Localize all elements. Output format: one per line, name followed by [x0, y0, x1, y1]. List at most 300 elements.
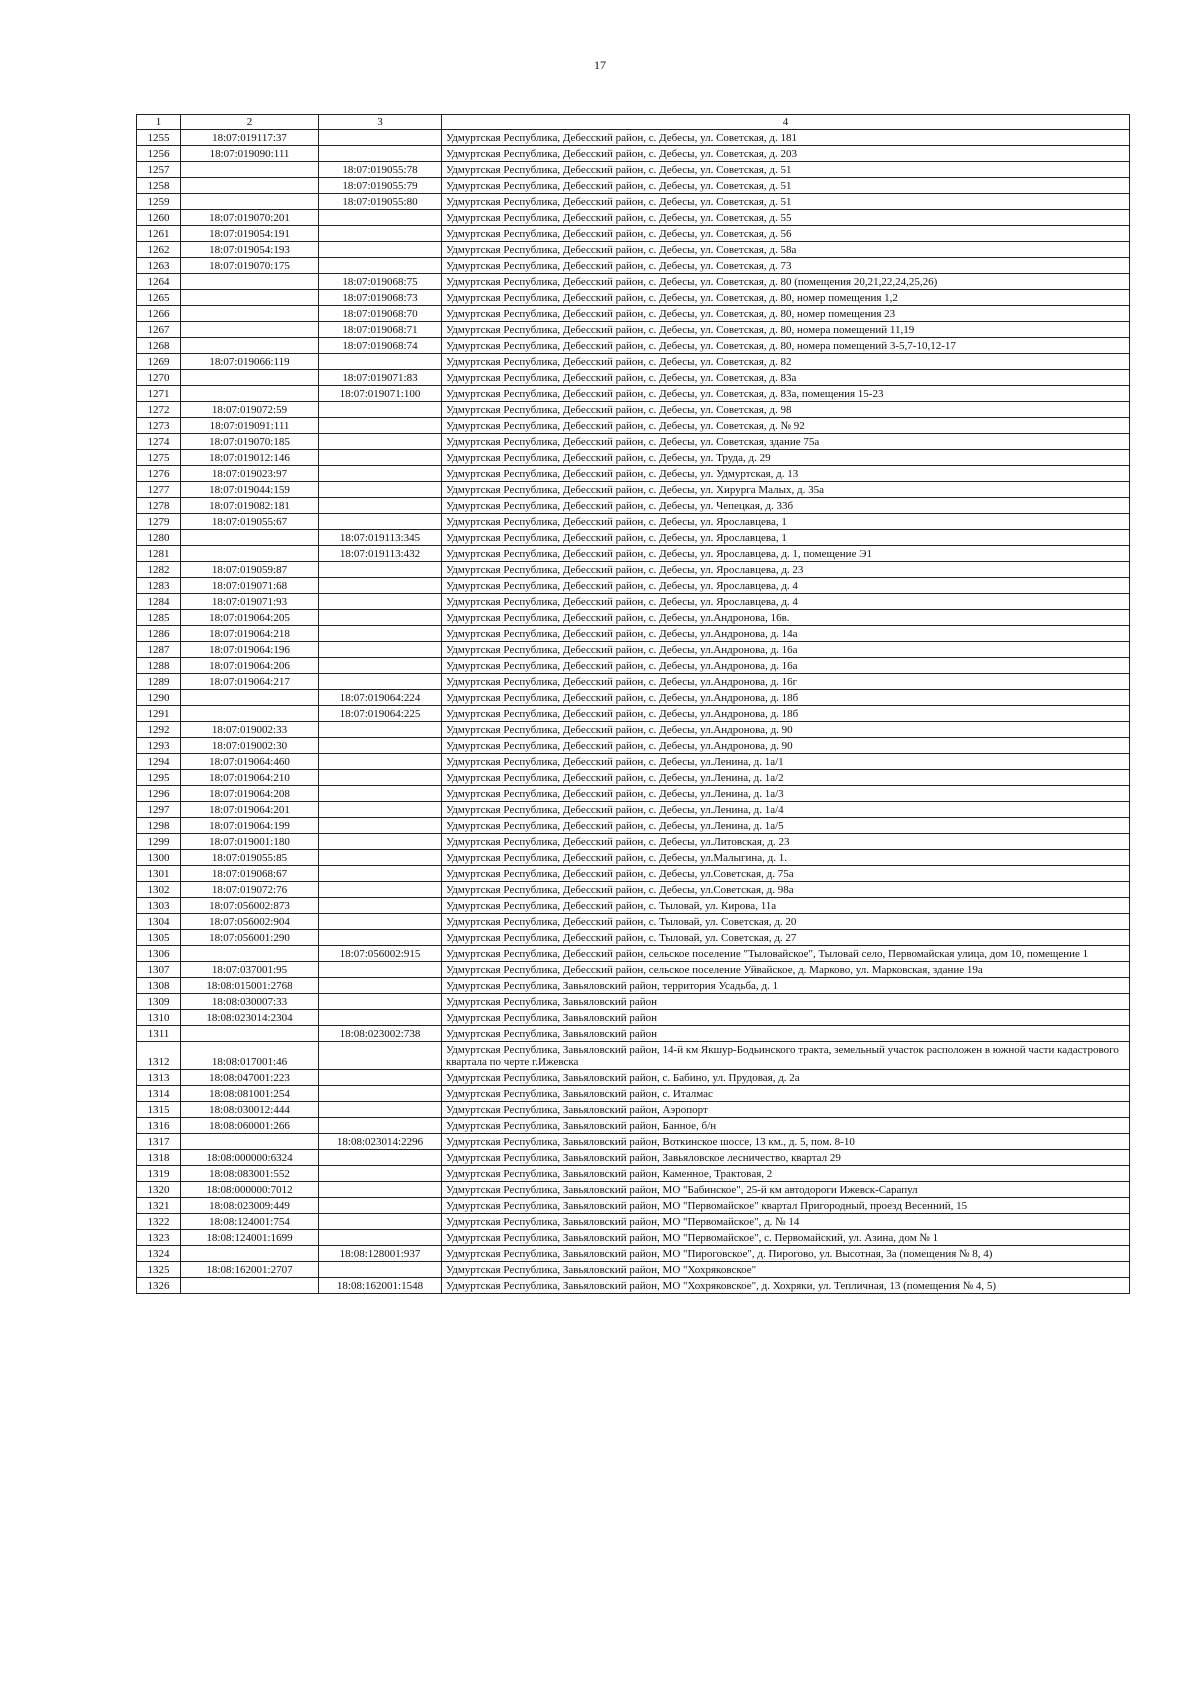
- address-cell: Удмуртская Республика, Дебесский район, с. Дебесы, ул. Советская, д. 55: [442, 210, 1130, 226]
- row-number-cell: 1316: [137, 1118, 181, 1134]
- table-row: [137, 1102, 1130, 1118]
- header-col-3: 3: [319, 115, 442, 130]
- cadastral-number-premises-cell: [319, 610, 442, 626]
- cadastral-number-land-cell: 18:08:000000:6324: [181, 1150, 319, 1166]
- cadastral-number-land-cell: 18:08:083001:552: [181, 1166, 319, 1182]
- cadastral-number-premises-cell: [319, 1198, 442, 1214]
- cadastral-number-premises-cell: 18:07:019055:78: [319, 162, 442, 178]
- table-row: [137, 146, 1130, 162]
- table-row: [137, 290, 1130, 306]
- table-row: [137, 1182, 1130, 1198]
- cadastral-number-premises-cell: 18:07:019064:224: [319, 690, 442, 706]
- cadastral-number-premises-cell: [319, 1182, 442, 1198]
- cadastral-number-premises-cell: [319, 1042, 442, 1070]
- row-number-cell: 1293: [137, 738, 181, 754]
- row-number-cell: 1258: [137, 178, 181, 194]
- row-number-cell: 1320: [137, 1182, 181, 1198]
- table-row: [137, 546, 1130, 562]
- cadastral-number-premises-cell: [319, 418, 442, 434]
- address-cell: Удмуртская Республика, Завьяловский район, с. Италмас: [442, 1086, 1130, 1102]
- cadastral-number-premises-cell: 18:07:019064:225: [319, 706, 442, 722]
- cadastral-number-land-cell: 18:07:019064:210: [181, 770, 319, 786]
- table-row: [137, 226, 1130, 242]
- table-row: [137, 834, 1130, 850]
- cadastral-number-land-cell: 18:08:081001:254: [181, 1086, 319, 1102]
- address-cell: Удмуртская Республика, Завьяловский район, МО "Первомайское", д. № 14: [442, 1214, 1130, 1230]
- cadastral-number-premises-cell: [319, 834, 442, 850]
- table-row: [137, 962, 1130, 978]
- row-number-cell: 1301: [137, 866, 181, 882]
- table-row: [137, 706, 1130, 722]
- address-cell: Удмуртская Республика, Дебесский район, с. Дебесы, ул. Удмуртская, д. 13: [442, 466, 1130, 482]
- row-number-cell: 1255: [137, 130, 181, 146]
- cadastral-number-land-cell: [181, 1134, 319, 1150]
- address-cell: Удмуртская Республика, Дебесский район, с. Дебесы, ул. Ярославцева, 1: [442, 530, 1130, 546]
- table-row: [137, 322, 1130, 338]
- table-row: [137, 1086, 1130, 1102]
- address-cell: Удмуртская Республика, Дебесский район, с. Дебесы, ул.Советская, д. 75а: [442, 866, 1130, 882]
- cadastral-number-land-cell: 18:08:023014:2304: [181, 1010, 319, 1026]
- table-row: [137, 1214, 1130, 1230]
- cadastral-number-land-cell: [181, 1246, 319, 1262]
- table-row: [137, 690, 1130, 706]
- cadastral-number-premises-cell: [319, 1086, 442, 1102]
- table-row: [137, 722, 1130, 738]
- cadastral-number-premises-cell: [319, 658, 442, 674]
- address-cell: Удмуртская Республика, Дебесский район, с. Дебесы, ул. Советская, д. 51: [442, 194, 1130, 210]
- table-row: [137, 498, 1130, 514]
- row-number-cell: 1313: [137, 1070, 181, 1086]
- cadastral-number-premises-cell: 18:07:019071:100: [319, 386, 442, 402]
- cadastral-number-land-cell: 18:07:056001:290: [181, 930, 319, 946]
- row-number-cell: 1260: [137, 210, 181, 226]
- address-cell: Удмуртская Республика, Дебесский район, с. Дебесы, ул.Андронова, д. 18б: [442, 690, 1130, 706]
- address-cell: Удмуртская Республика, Дебесский район, сельское поселение Уйвайское, д. Марково, ул. Марковская, здание 19а: [442, 962, 1130, 978]
- table-row: [137, 1198, 1130, 1214]
- cadastral-number-premises-cell: [319, 578, 442, 594]
- address-cell: Удмуртская Республика, Дебесский район, сельское поселение "Тыловайское", Тыловай село, Первомайская улица, дом 10, помещение 1: [442, 946, 1130, 962]
- address-cell: Удмуртская Республика, Дебесский район, с. Дебесы, ул.Андронова, д. 18б: [442, 706, 1130, 722]
- cadastral-number-premises-cell: [319, 978, 442, 994]
- address-cell: Удмуртская Республика, Дебесский район, с. Дебесы, ул. Ярославцева, д. 1, помещение Э1: [442, 546, 1130, 562]
- cadastral-number-premises-cell: 18:07:056002:915: [319, 946, 442, 962]
- cadastral-number-land-cell: 18:07:019071:68: [181, 578, 319, 594]
- table-row: [137, 162, 1130, 178]
- row-number-cell: 1287: [137, 642, 181, 658]
- row-number-cell: 1298: [137, 818, 181, 834]
- address-cell: Удмуртская Республика, Завьяловский район, территория Усадьба, д. 1: [442, 978, 1130, 994]
- cadastral-number-land-cell: 18:08:030012:444: [181, 1102, 319, 1118]
- cadastral-number-premises-cell: [319, 434, 442, 450]
- address-cell: Удмуртская Республика, Дебесский район, с. Дебесы, ул. Советская, д. 203: [442, 146, 1130, 162]
- cadastral-number-land-cell: 18:07:019059:87: [181, 562, 319, 578]
- address-cell: Удмуртская Республика, Дебесский район, с. Дебесы, ул. Советская, здание 75а: [442, 434, 1130, 450]
- cadastral-number-premises-cell: [319, 962, 442, 978]
- row-number-cell: 1294: [137, 754, 181, 770]
- cadastral-number-land-cell: 18:07:056002:873: [181, 898, 319, 914]
- address-cell: Удмуртская Республика, Дебесский район, с. Дебесы, ул.Андронова, 16в.: [442, 610, 1130, 626]
- page-number: 17: [594, 58, 606, 72]
- cadastral-number-land-cell: 18:07:019064:206: [181, 658, 319, 674]
- row-number-cell: 1277: [137, 482, 181, 498]
- address-cell: Удмуртская Республика, Дебесский район, с. Дебесы, ул. Ярославцева, д. 4: [442, 594, 1130, 610]
- cadastral-number-premises-cell: 18:07:019055:79: [319, 178, 442, 194]
- cadastral-number-premises-cell: [319, 786, 442, 802]
- cadastral-number-land-cell: 18:07:019055:67: [181, 514, 319, 530]
- table-row: [137, 850, 1130, 866]
- address-cell: Удмуртская Республика, Завьяловский район, с. Бабино, ул. Прудовая, д. 2а: [442, 1070, 1130, 1086]
- address-cell: Удмуртская Республика, Дебесский район, с. Дебесы, ул.Андронова, д. 16г: [442, 674, 1130, 690]
- cadastral-number-land-cell: 18:07:019070:175: [181, 258, 319, 274]
- row-number-cell: 1259: [137, 194, 181, 210]
- row-number-cell: 1283: [137, 578, 181, 594]
- row-number-cell: 1312: [137, 1042, 181, 1070]
- table-row: [137, 1010, 1130, 1026]
- address-cell: Удмуртская Республика, Завьяловский район: [442, 994, 1130, 1010]
- table-row: [137, 930, 1130, 946]
- address-cell: Удмуртская Республика, Дебесский район, с. Дебесы, ул. Советская, д. 80, номер помещения 23: [442, 306, 1130, 322]
- row-number-cell: 1304: [137, 914, 181, 930]
- row-number-cell: 1279: [137, 514, 181, 530]
- address-cell: Удмуртская Республика, Дебесский район, с. Дебесы, ул. Советская, д. № 92: [442, 418, 1130, 434]
- table-row: [137, 1070, 1130, 1086]
- address-cell: Удмуртская Республика, Дебесский район, с. Дебесы, ул.Малыгина, д. 1.: [442, 850, 1130, 866]
- table-row: [137, 306, 1130, 322]
- cadastral-number-land-cell: 18:07:019064:205: [181, 610, 319, 626]
- header-col-1: 1: [137, 115, 181, 130]
- cadastral-number-premises-cell: [319, 562, 442, 578]
- cadastral-number-land-cell: [181, 386, 319, 402]
- cadastral-number-land-cell: 18:08:060001:266: [181, 1118, 319, 1134]
- cadastral-number-premises-cell: [319, 754, 442, 770]
- address-cell: Удмуртская Республика, Дебесский район, с. Дебесы, ул. Советская, д. 80, номер помещения 1,2: [442, 290, 1130, 306]
- cadastral-number-premises-cell: [319, 930, 442, 946]
- address-cell: Удмуртская Республика, Завьяловский район, Аэропорт: [442, 1102, 1130, 1118]
- cadastral-number-premises-cell: [319, 514, 442, 530]
- address-cell: Удмуртская Республика, Дебесский район, с. Дебесы, ул. Советская, д. 51: [442, 178, 1130, 194]
- cadastral-number-premises-cell: [319, 1166, 442, 1182]
- table-row: [137, 786, 1130, 802]
- row-number-cell: 1272: [137, 402, 181, 418]
- table-header-row: [137, 115, 1130, 130]
- row-number-cell: 1292: [137, 722, 181, 738]
- table-row: [137, 450, 1130, 466]
- cadastral-number-land-cell: [181, 274, 319, 290]
- address-cell: Удмуртская Республика, Завьяловский район: [442, 1010, 1130, 1026]
- cadastral-number-premises-cell: [319, 258, 442, 274]
- table-row: [137, 1150, 1130, 1166]
- row-number-cell: 1281: [137, 546, 181, 562]
- cadastral-number-land-cell: 18:07:019082:181: [181, 498, 319, 514]
- cadastral-number-land-cell: [181, 338, 319, 354]
- row-number-cell: 1256: [137, 146, 181, 162]
- cadastral-number-land-cell: 18:07:019064:208: [181, 786, 319, 802]
- address-cell: Удмуртская Республика, Дебесский район, с. Дебесы, ул. Хирурга Малых, д. 35а: [442, 482, 1130, 498]
- cadastral-number-land-cell: [181, 178, 319, 194]
- cadastral-number-land-cell: 18:07:019091:111: [181, 418, 319, 434]
- row-number-cell: 1273: [137, 418, 181, 434]
- cadastral-number-land-cell: [181, 322, 319, 338]
- address-cell: Удмуртская Республика, Дебесский район, с. Дебесы, ул. Советская, д. 98: [442, 402, 1130, 418]
- table-row: [137, 754, 1130, 770]
- address-cell: Удмуртская Республика, Дебесский район, с. Дебесы, ул. Советская, д. 80, номера помещений 3-5,7-10,12-17: [442, 338, 1130, 354]
- address-cell: Удмуртская Республика, Дебесский район, с. Дебесы, ул.Советская, д. 98а: [442, 882, 1130, 898]
- cadastral-number-land-cell: 18:08:030007:33: [181, 994, 319, 1010]
- address-cell: Удмуртская Республика, Завьяловский район, МО "Первомайское" квартал Пригородный, проезд Весенний, 15: [442, 1198, 1130, 1214]
- address-cell: Удмуртская Республика, Завьяловский район, Завьяловское лесничество, квартал 29: [442, 1150, 1130, 1166]
- cadastral-number-premises-cell: [319, 866, 442, 882]
- cadastral-number-land-cell: 18:07:019002:30: [181, 738, 319, 754]
- table-row: [137, 946, 1130, 962]
- cadastral-number-land-cell: 18:07:019064:201: [181, 802, 319, 818]
- cadastral-number-land-cell: 18:07:019012:146: [181, 450, 319, 466]
- row-number-cell: 1271: [137, 386, 181, 402]
- table-row: [137, 642, 1130, 658]
- row-number-cell: 1309: [137, 994, 181, 1010]
- table-row: [137, 1246, 1130, 1262]
- cadastral-number-premises-cell: [319, 1150, 442, 1166]
- address-cell: Удмуртская Республика, Дебесский район, с. Дебесы, ул. Советская, д. 58а: [442, 242, 1130, 258]
- cadastral-number-land-cell: 18:07:019044:159: [181, 482, 319, 498]
- row-number-cell: 1261: [137, 226, 181, 242]
- row-number-cell: 1265: [137, 290, 181, 306]
- cadastral-number-premises-cell: [319, 1262, 442, 1278]
- row-number-cell: 1299: [137, 834, 181, 850]
- row-number-cell: 1314: [137, 1086, 181, 1102]
- address-cell: Удмуртская Республика, Дебесский район, с. Дебесы, ул.Ленина, д. 1а/3: [442, 786, 1130, 802]
- cadastral-number-land-cell: 18:07:019071:93: [181, 594, 319, 610]
- table-row: [137, 898, 1130, 914]
- table-row: [137, 818, 1130, 834]
- row-number-cell: 1321: [137, 1198, 181, 1214]
- cadastral-number-land-cell: 18:07:019090:111: [181, 146, 319, 162]
- cadastral-number-land-cell: 18:08:000000:7012: [181, 1182, 319, 1198]
- address-cell: Удмуртская Республика, Дебесский район, с. Дебесы, ул. Советская, д. 181: [442, 130, 1130, 146]
- table-row: [137, 178, 1130, 194]
- cadastral-number-premises-cell: [319, 482, 442, 498]
- table-row: [137, 1118, 1130, 1134]
- cadastral-number-land-cell: [181, 706, 319, 722]
- address-cell: Удмуртская Республика, Дебесский район, с. Дебесы, ул. Советская, д. 83а, помещения 15-23: [442, 386, 1130, 402]
- header-col-2: 2: [181, 115, 319, 130]
- table-row: [137, 402, 1130, 418]
- row-number-cell: 1317: [137, 1134, 181, 1150]
- address-cell: Удмуртская Республика, Дебесский район, с. Дебесы, ул. Советская, д. 56: [442, 226, 1130, 242]
- cadastral-number-premises-cell: [319, 1230, 442, 1246]
- table-row: [137, 482, 1130, 498]
- row-number-cell: 1302: [137, 882, 181, 898]
- cadastral-number-land-cell: 18:07:019066:119: [181, 354, 319, 370]
- cadastral-number-land-cell: 18:08:124001:1699: [181, 1230, 319, 1246]
- row-number-cell: 1282: [137, 562, 181, 578]
- cadastral-register-table: [136, 114, 1130, 1294]
- row-number-cell: 1275: [137, 450, 181, 466]
- row-number-cell: 1266: [137, 306, 181, 322]
- header-col-4: 4: [442, 115, 1130, 130]
- table-row: [137, 914, 1130, 930]
- address-cell: Удмуртская Республика, Дебесский район, с. Дебесы, ул. Ярославцева, д. 4: [442, 578, 1130, 594]
- row-number-cell: 1280: [137, 530, 181, 546]
- cadastral-number-premises-cell: 18:07:019113:345: [319, 530, 442, 546]
- cadastral-number-land-cell: [181, 1278, 319, 1294]
- cadastral-number-premises-cell: 18:08:128001:937: [319, 1246, 442, 1262]
- table-row: [137, 1134, 1130, 1150]
- cadastral-number-premises-cell: [319, 498, 442, 514]
- cadastral-number-premises-cell: [319, 722, 442, 738]
- row-number-cell: 1296: [137, 786, 181, 802]
- table-row: [137, 514, 1130, 530]
- address-cell: Удмуртская Республика, Дебесский район, с. Дебесы, ул.Ленина, д. 1а/2: [442, 770, 1130, 786]
- cadastral-number-premises-cell: [319, 146, 442, 162]
- table-row: [137, 770, 1130, 786]
- address-cell: Удмуртская Республика, Завьяловский район, 14-й км Якшур-Бодьинского тракта, земельный участок расположен в южной части кадастрового квартала по черте г.Ижевска: [442, 1042, 1130, 1070]
- cadastral-number-premises-cell: 18:07:019068:73: [319, 290, 442, 306]
- cadastral-number-land-cell: 18:08:015001:2768: [181, 978, 319, 994]
- cadastral-number-premises-cell: [319, 642, 442, 658]
- table-row: [137, 258, 1130, 274]
- row-number-cell: 1291: [137, 706, 181, 722]
- cadastral-number-land-cell: [181, 194, 319, 210]
- row-number-cell: 1319: [137, 1166, 181, 1182]
- address-cell: Удмуртская Республика, Завьяловский район, МО "Бабинское", 25-й км автодороги Ижевск-Сарапул: [442, 1182, 1130, 1198]
- cadastral-number-land-cell: 18:07:019055:85: [181, 850, 319, 866]
- cadastral-number-premises-cell: [319, 354, 442, 370]
- row-number-cell: 1278: [137, 498, 181, 514]
- table-row: [137, 434, 1130, 450]
- cadastral-number-land-cell: 18:07:019070:201: [181, 210, 319, 226]
- table-row: [137, 674, 1130, 690]
- row-number-cell: 1257: [137, 162, 181, 178]
- row-number-cell: 1300: [137, 850, 181, 866]
- address-cell: Удмуртская Республика, Дебесский район, с. Дебесы, ул.Андронова, д. 90: [442, 738, 1130, 754]
- row-number-cell: 1285: [137, 610, 181, 626]
- table-row: [137, 466, 1130, 482]
- cadastral-number-premises-cell: 18:07:019068:71: [319, 322, 442, 338]
- address-cell: Удмуртская Республика, Дебесский район, с. Дебесы, ул.Андронова, д. 16а: [442, 642, 1130, 658]
- cadastral-number-premises-cell: [319, 626, 442, 642]
- table-row: [137, 626, 1130, 642]
- cadastral-number-land-cell: 18:07:019064:196: [181, 642, 319, 658]
- table-row: [137, 578, 1130, 594]
- row-number-cell: 1297: [137, 802, 181, 818]
- address-cell: Удмуртская Республика, Дебесский район, с. Дебесы, ул. Советская, д. 80, номера помещений 11,19: [442, 322, 1130, 338]
- cadastral-number-land-cell: 18:07:019072:76: [181, 882, 319, 898]
- address-cell: Удмуртская Республика, Завьяловский район, МО "Первомайское", с. Первомайский, ул. Азина, дом № 1: [442, 1230, 1130, 1246]
- address-cell: Удмуртская Республика, Дебесский район, с. Тыловай, ул. Кирова, 11а: [442, 898, 1130, 914]
- cadastral-number-land-cell: 18:07:019064:199: [181, 818, 319, 834]
- table-row: [137, 130, 1130, 146]
- cadastral-number-premises-cell: [319, 1102, 442, 1118]
- row-number-cell: 1303: [137, 898, 181, 914]
- cadastral-number-land-cell: [181, 290, 319, 306]
- table-row: [137, 658, 1130, 674]
- row-number-cell: 1326: [137, 1278, 181, 1294]
- row-number-cell: 1286: [137, 626, 181, 642]
- row-number-cell: 1307: [137, 962, 181, 978]
- row-number-cell: 1322: [137, 1214, 181, 1230]
- row-number-cell: 1268: [137, 338, 181, 354]
- cadastral-number-land-cell: [181, 306, 319, 322]
- address-cell: Удмуртская Республика, Завьяловский район, Банное, б/н: [442, 1118, 1130, 1134]
- cadastral-number-land-cell: 18:07:019064:218: [181, 626, 319, 642]
- cadastral-number-premises-cell: [319, 882, 442, 898]
- cadastral-number-land-cell: [181, 946, 319, 962]
- table-row: [137, 274, 1130, 290]
- table-row: [137, 882, 1130, 898]
- address-cell: Удмуртская Республика, Дебесский район, с. Дебесы, ул. Советская, д. 51: [442, 162, 1130, 178]
- table-row: [137, 994, 1130, 1010]
- table-row: [137, 386, 1130, 402]
- address-cell: Удмуртская Республика, Дебесский район, с. Дебесы, ул.Ленина, д. 1а/1: [442, 754, 1130, 770]
- cadastral-number-premises-cell: [319, 242, 442, 258]
- address-cell: Удмуртская Республика, Дебесский район, с. Дебесы, ул. Труда, д. 29: [442, 450, 1130, 466]
- cadastral-number-land-cell: 18:07:019064:460: [181, 754, 319, 770]
- table-row: [137, 1042, 1130, 1070]
- row-number-cell: 1306: [137, 946, 181, 962]
- row-number-cell: 1324: [137, 1246, 181, 1262]
- row-number-cell: 1276: [137, 466, 181, 482]
- cadastral-number-premises-cell: 18:07:019071:83: [319, 370, 442, 386]
- row-number-cell: 1325: [137, 1262, 181, 1278]
- row-number-cell: 1295: [137, 770, 181, 786]
- row-number-cell: 1274: [137, 434, 181, 450]
- table-row: [137, 738, 1130, 754]
- table-row: [137, 1262, 1130, 1278]
- table-row: [137, 354, 1130, 370]
- row-number-cell: 1269: [137, 354, 181, 370]
- cadastral-number-premises-cell: [319, 770, 442, 786]
- address-cell: Удмуртская Республика, Завьяловский район, МО "Хохряковское": [442, 1262, 1130, 1278]
- cadastral-number-land-cell: [181, 690, 319, 706]
- cadastral-number-premises-cell: [319, 674, 442, 690]
- table-row: [137, 1026, 1130, 1042]
- cadastral-number-premises-cell: [319, 850, 442, 866]
- cadastral-number-land-cell: [181, 1026, 319, 1042]
- cadastral-number-premises-cell: 18:07:019068:75: [319, 274, 442, 290]
- cadastral-number-premises-cell: 18:07:019113:432: [319, 546, 442, 562]
- address-cell: Удмуртская Республика, Дебесский район, с. Дебесы, ул. Советская, д. 82: [442, 354, 1130, 370]
- cadastral-number-land-cell: 18:08:047001:223: [181, 1070, 319, 1086]
- table-row: [137, 610, 1130, 626]
- row-number-cell: 1264: [137, 274, 181, 290]
- cadastral-number-land-cell: [181, 162, 319, 178]
- cadastral-number-premises-cell: [319, 130, 442, 146]
- table-row: [137, 338, 1130, 354]
- row-number-cell: 1290: [137, 690, 181, 706]
- row-number-cell: 1311: [137, 1026, 181, 1042]
- table-row: [137, 594, 1130, 610]
- address-cell: Удмуртская Республика, Дебесский район, с. Дебесы, ул. Ярославцева, 1: [442, 514, 1130, 530]
- cadastral-number-premises-cell: 18:08:162001:1548: [319, 1278, 442, 1294]
- row-number-cell: 1289: [137, 674, 181, 690]
- cadastral-number-premises-cell: [319, 450, 442, 466]
- row-number-cell: 1288: [137, 658, 181, 674]
- table-row: [137, 530, 1130, 546]
- address-cell: Удмуртская Республика, Завьяловский район: [442, 1026, 1130, 1042]
- cadastral-number-land-cell: 18:07:019054:191: [181, 226, 319, 242]
- table-row: [137, 1278, 1130, 1294]
- row-number-cell: 1262: [137, 242, 181, 258]
- cadastral-number-premises-cell: [319, 914, 442, 930]
- cadastral-number-premises-cell: [319, 994, 442, 1010]
- table-row: [137, 194, 1130, 210]
- row-number-cell: 1263: [137, 258, 181, 274]
- row-number-cell: 1315: [137, 1102, 181, 1118]
- cadastral-number-premises-cell: 18:07:019068:70: [319, 306, 442, 322]
- row-number-cell: 1267: [137, 322, 181, 338]
- address-cell: Удмуртская Республика, Дебесский район, с. Дебесы, ул. Советская, д. 83а: [442, 370, 1130, 386]
- cadastral-number-land-cell: 18:07:019001:180: [181, 834, 319, 850]
